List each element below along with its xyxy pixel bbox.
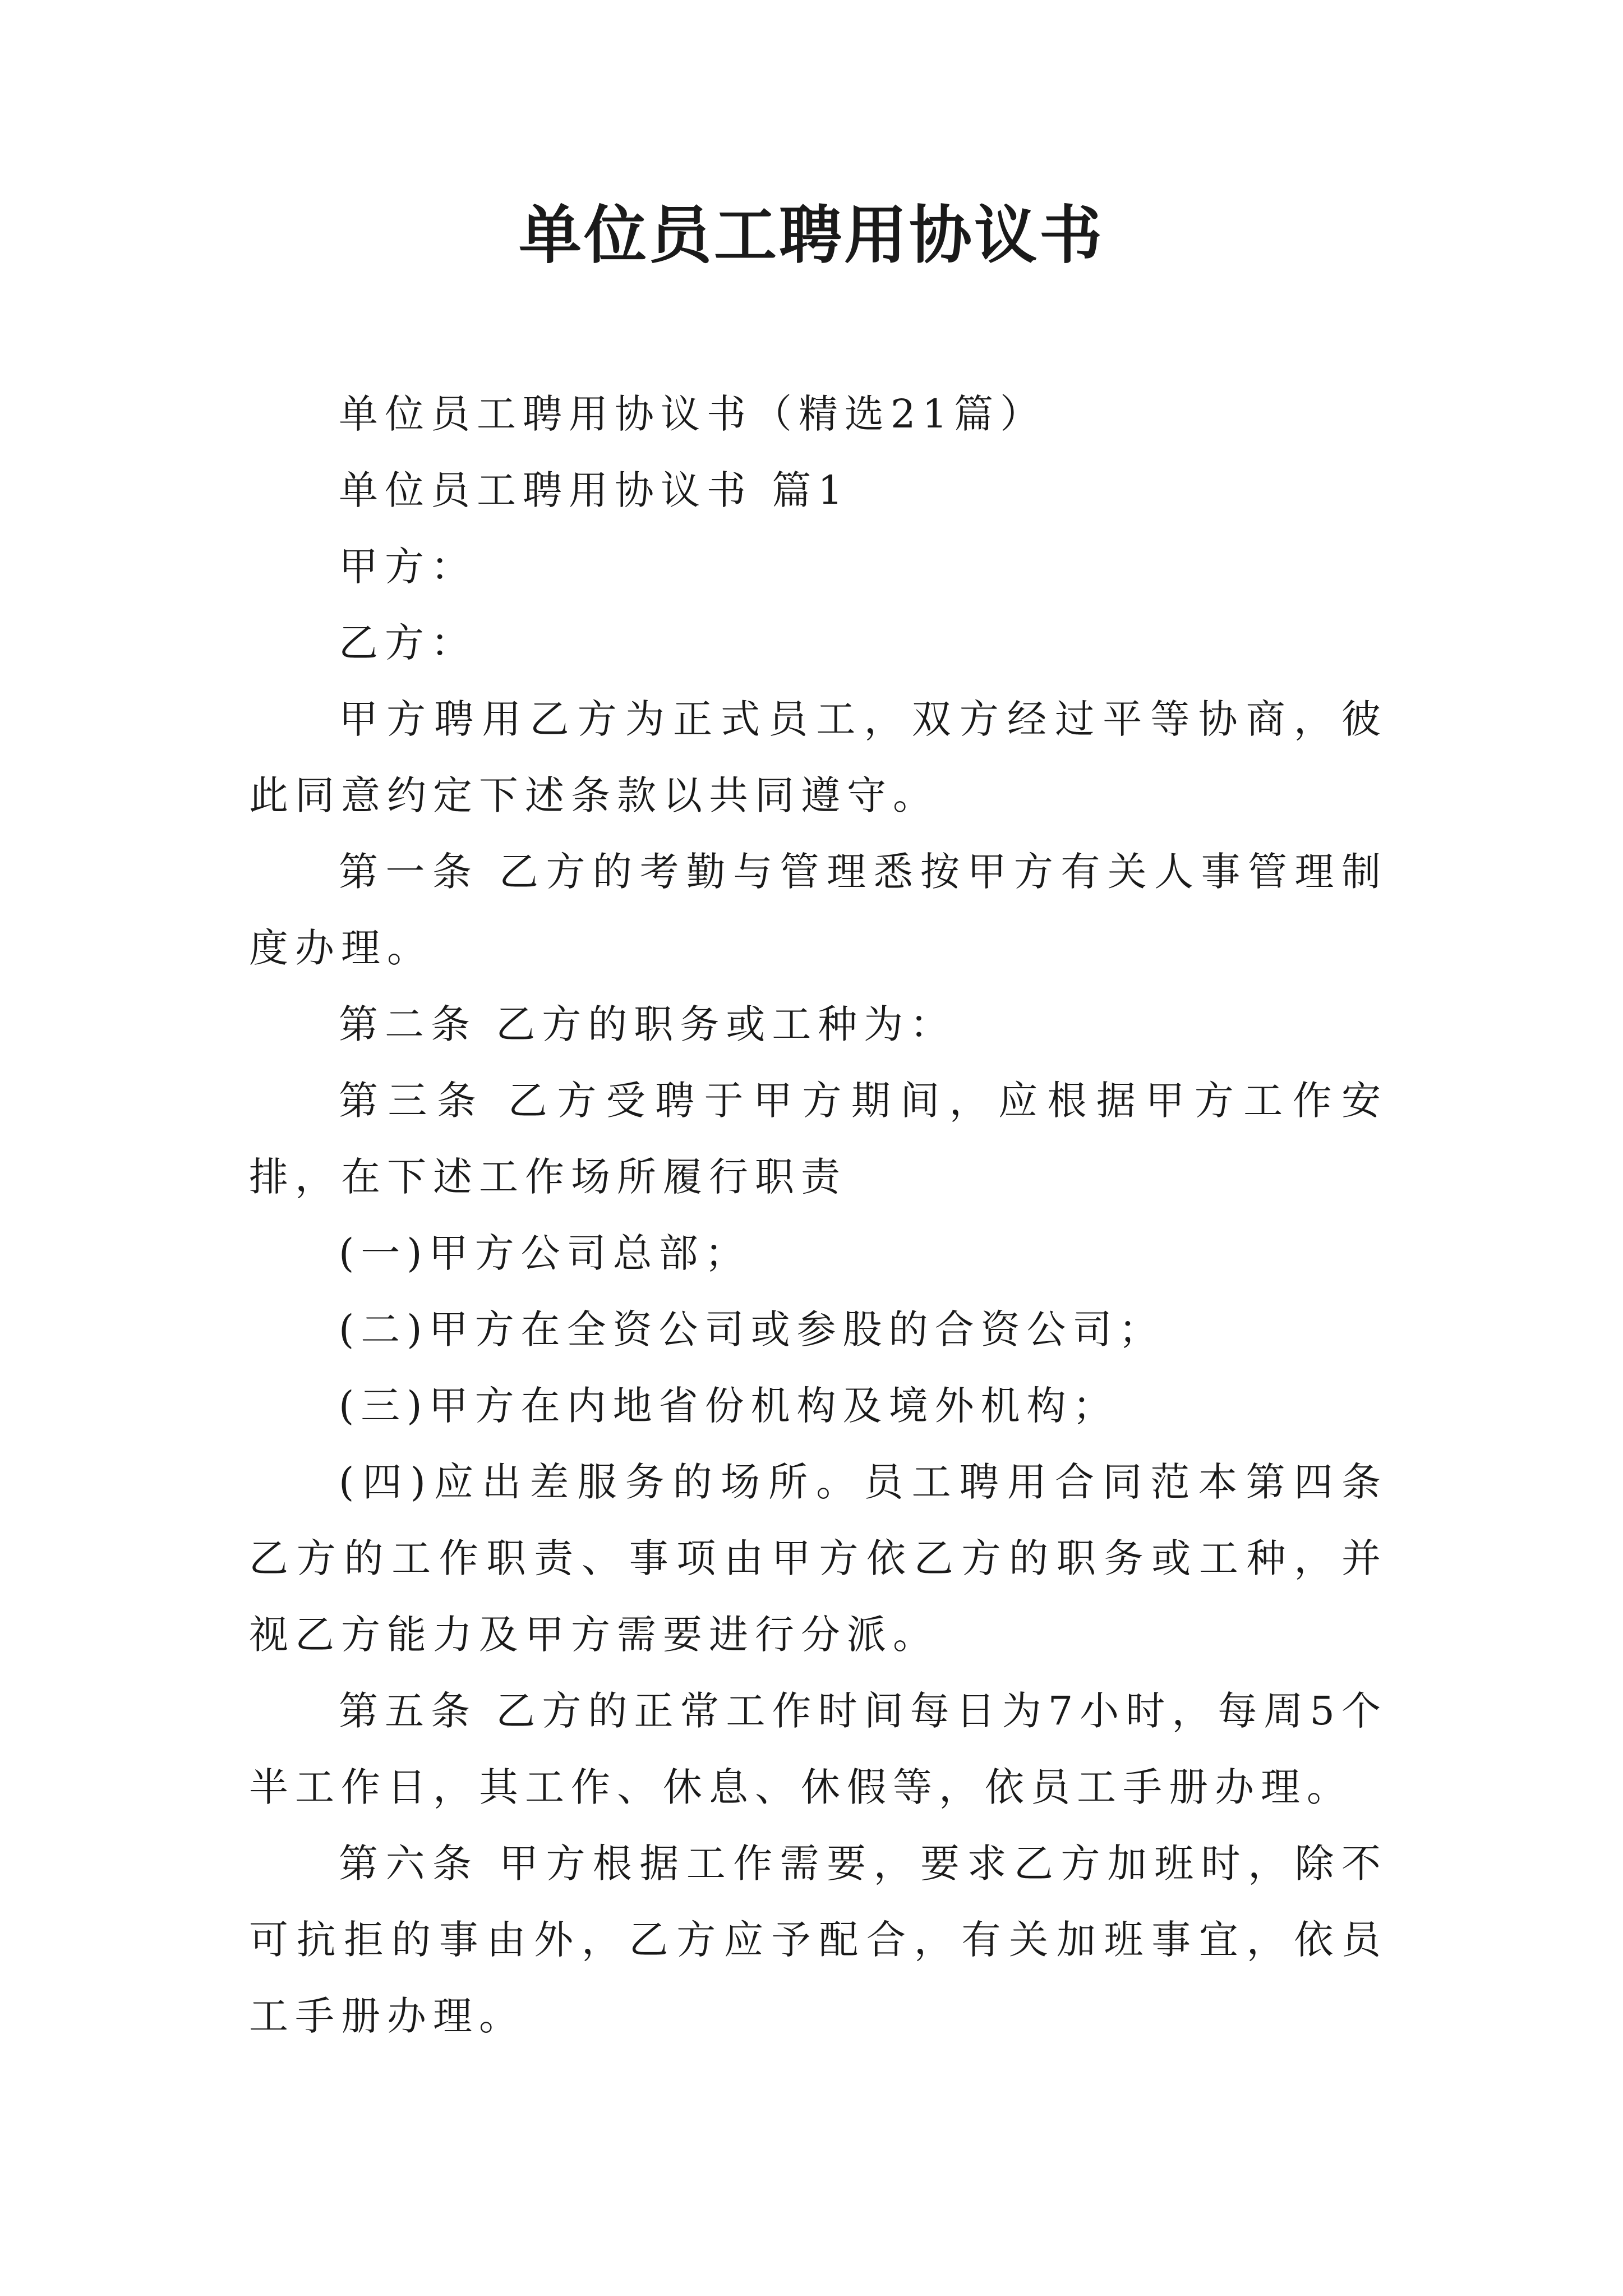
paragraph-preamble: 甲方聘用乙方为正式员工，双方经过平等协商，彼此同意约定下述条款以共同遵守。 (249, 696, 1387, 818)
paragraph-item-2: (二)甲方在全资公司或参股的合资公司； (339, 1306, 1165, 1352)
paragraph-party-b: 乙方： (339, 620, 477, 666)
paragraph-party-a: 甲方： (339, 544, 477, 590)
paragraph-article-5: 第五条 乙方的正常工作时间每日为7小时，每周5个半工作日，其工作、休息、休假等，依员工手册办理。 (249, 1688, 1387, 1810)
paragraph-article-1: 第一条 乙方的考勤与管理悉按甲方有关人事管理制度办理。 (249, 849, 1387, 971)
paragraph-section-heading: 单位员工聘用协议书 篇1 (339, 467, 850, 513)
paragraph-item-4: (四)应出差服务的场所。员工聘用合同范本第四条 乙方的工作职责、事项由甲方依乙方的职务或工种，并视乙方能力及甲方需要进行分派。 (249, 1459, 1387, 1658)
document-title: 单位员工聘用协议书 (519, 199, 1104, 272)
paragraph-item-1: (一)甲方公司总部； (339, 1230, 751, 1276)
document-body (249, 376, 1387, 2054)
paragraph-item-3: (三)甲方在内地省份机构及境外机构； (339, 1383, 1119, 1429)
paragraph-subtitle: 单位员工聘用协议书（精选21篇） (339, 391, 1046, 437)
paragraph-article-3: 第三条 乙方受聘于甲方期间，应根据甲方工作安排，在下述工作场所履行职责 (249, 1078, 1387, 1200)
paragraph-article-6: 第六条 甲方根据工作需要，要求乙方加班时，除不可抗拒的事由外，乙方应予配合，有关加班事宜，依员工手册办理。 (249, 1841, 1387, 2039)
paragraph-article-2: 第二条 乙方的职务或工种为： (339, 1001, 956, 1047)
